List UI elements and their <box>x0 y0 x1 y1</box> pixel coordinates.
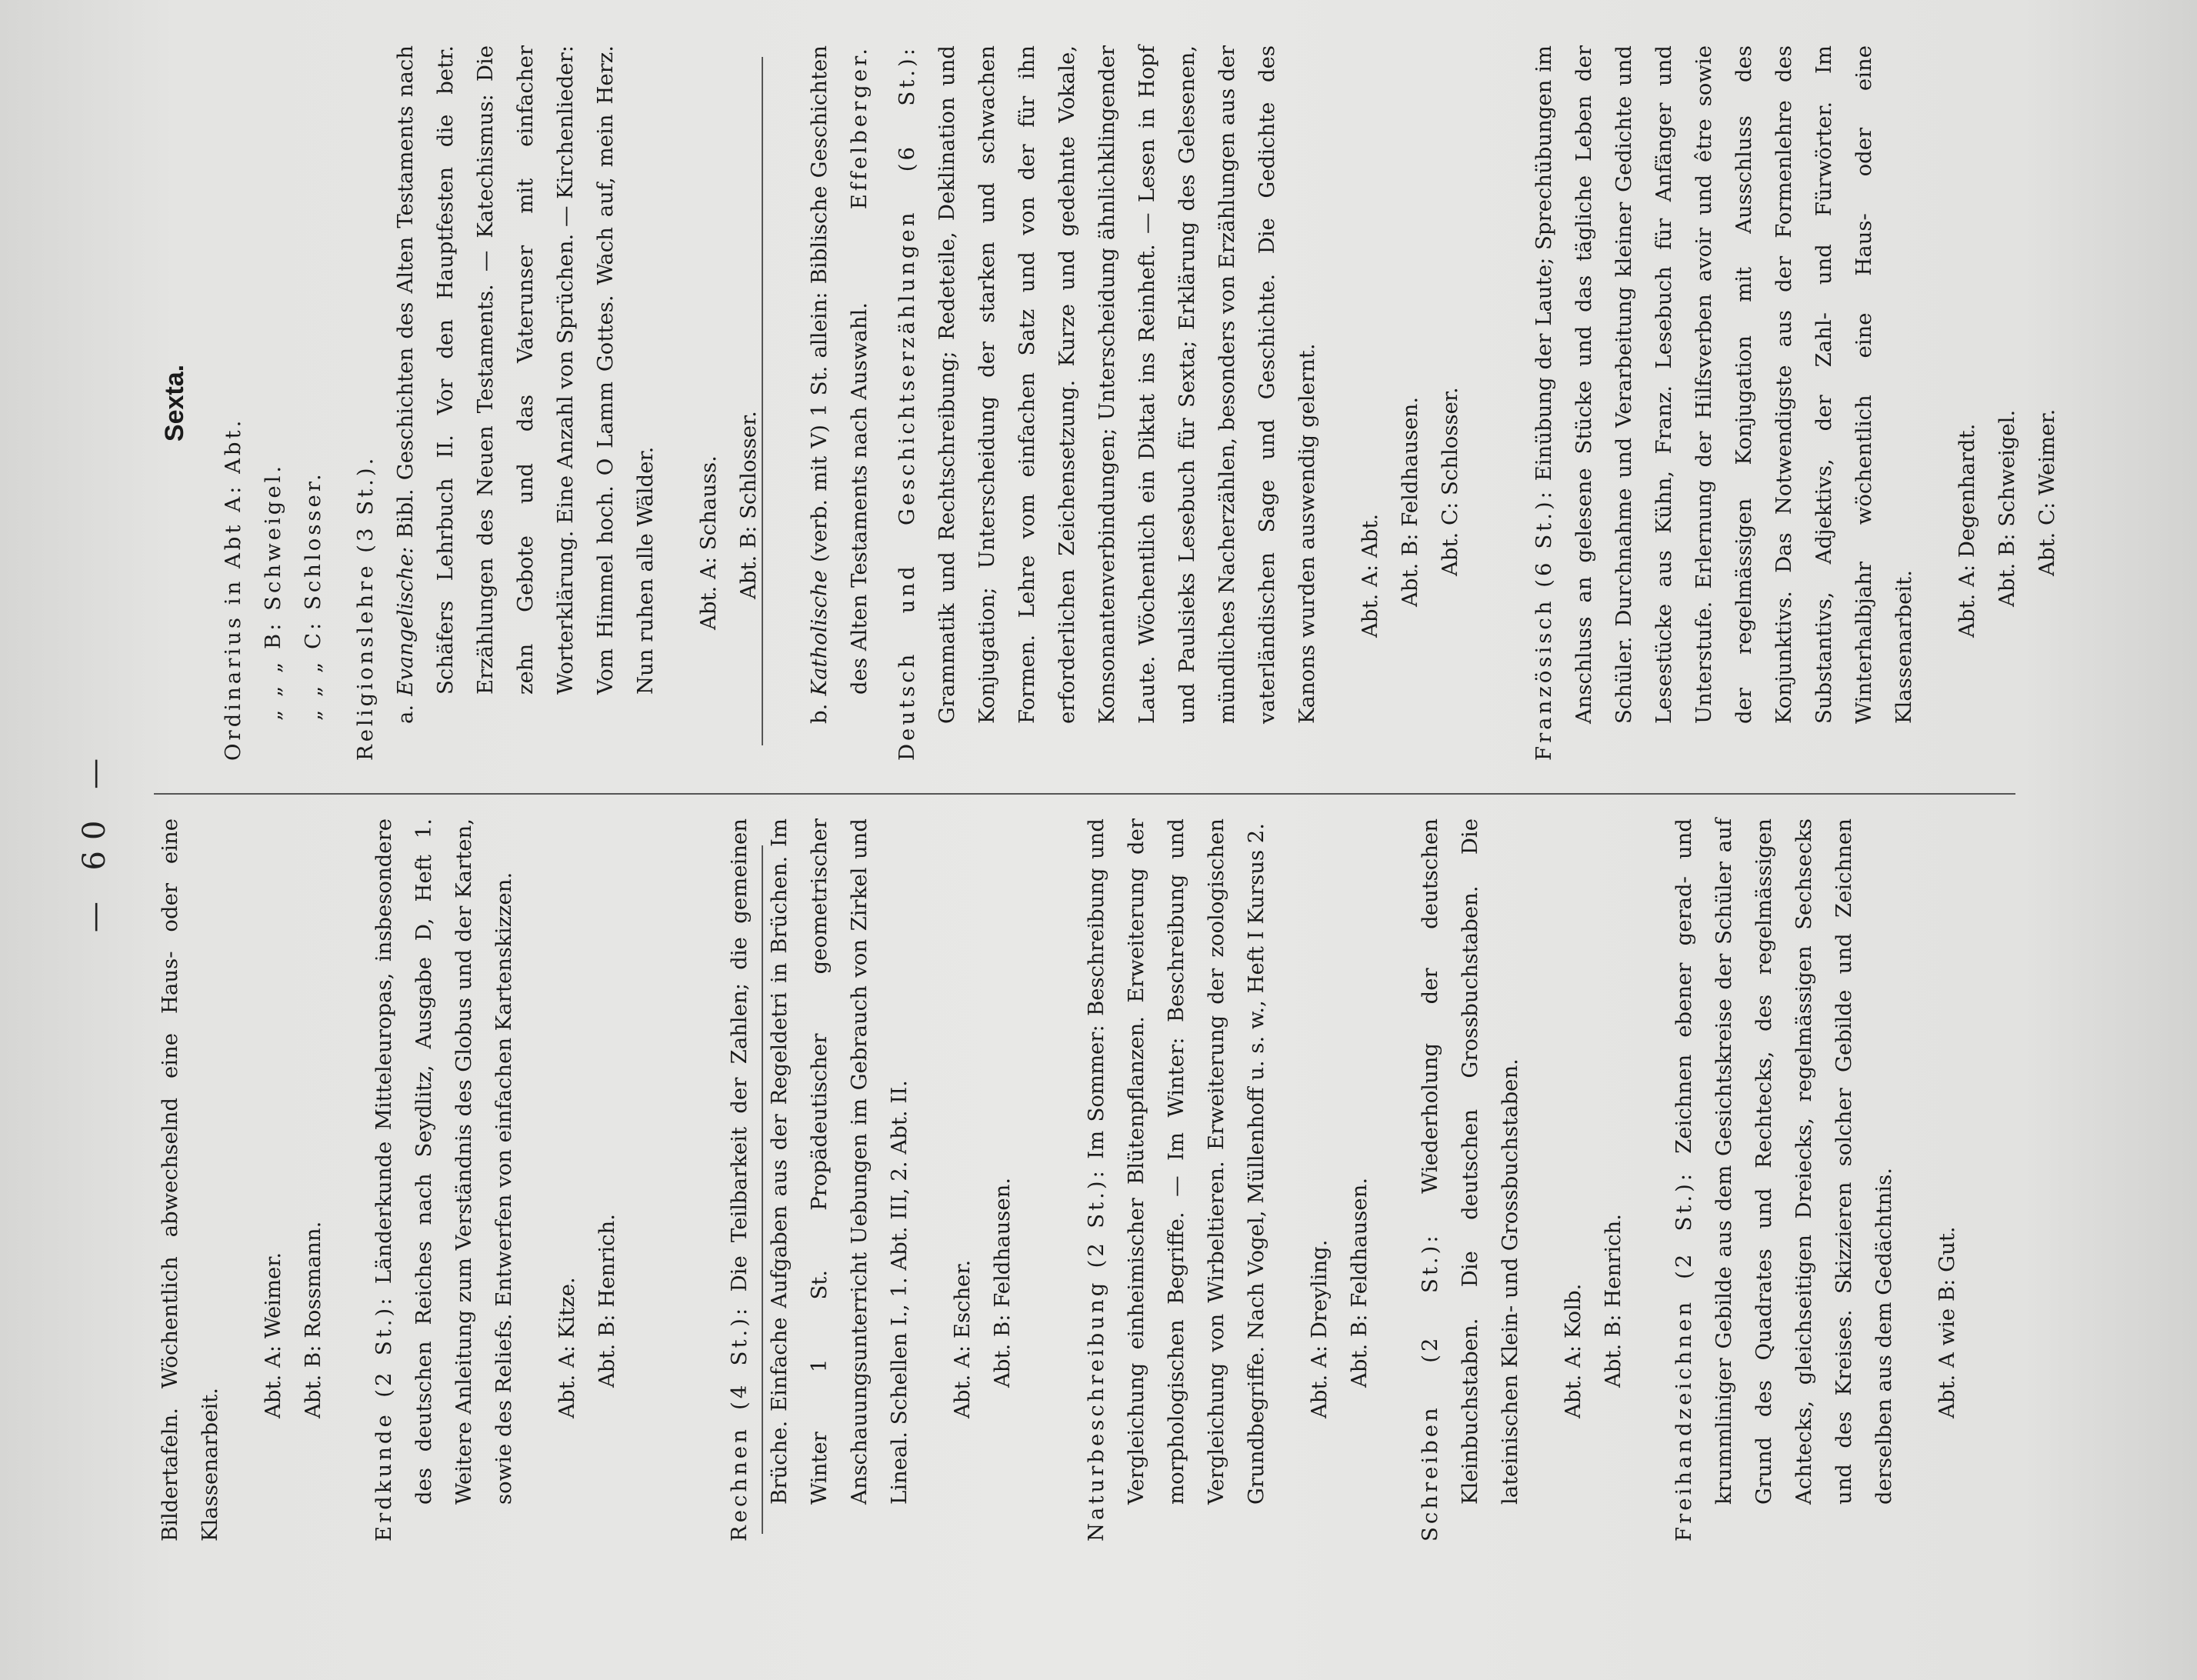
column-divider <box>154 793 2015 795</box>
section-naturbeschreibung <box>1076 818 1379 1542</box>
section-teachers <box>1299 818 1379 1542</box>
page-number: — 60 — <box>77 747 112 933</box>
section-title: Rechnen (4 St.): <box>727 1305 752 1542</box>
section-text: Wiederholung der deutschen Kleinbuchstaben. Die deutschen Grossbuchstaben. Die lateinischen Klein- und Grossbuchstaben. <box>1418 818 1522 1505</box>
teacher-line: Abt. A: Weimer. <box>261 1252 285 1418</box>
section-teachers <box>1927 818 1967 1542</box>
teacher-line: Abt. A: Degenhardt. <box>1955 423 1979 638</box>
section-text: Zeichnen ebener gerad- und krummliniger Gebilde aus dem Gesichtskreise der Schüler auf Grund des Quadrates und Rechtecks, des regelmässigen Achtecks, gleichseitigen Dreiecks, regelmässigen Sechsecks und des Kreises. Skizzieren solcher Gebilde und Zeichnen derselben aus dem Gedächtnis. <box>1672 818 1896 1505</box>
section-franzoesisch <box>1524 45 2067 761</box>
section-text: Einübung der Laute; Sprechübungen im Anschluss an gelesene Stücke und das tägliche Leben der Schüler. Durchnahme und Verarbeitung kleiner Gedichte und Lesestücke aus Kühn, Franz. Lesebuch für Anfänger und Unterstufe. Erlernung der Hilfsverben avoir und être sowie der regelmässigen Konjugation mit Ausschluss des Konjunktivs. Das Notwendigste aus der Formenlehre des Substantivs, Adjektivs, der Zahl- und Fürwörter. Im Winterhalbjahr wöchentlich eine Haus- oder eine Klassenarbeit. <box>1532 45 1916 724</box>
teacher-line: Abt. B: Rossmann. <box>301 1221 325 1418</box>
section-text: Grammatik und Rechtschreibung; Redeteile, Deklination und Konjugation; Unterscheidung der starken und schwachen Formen. Lehre vom einfachen Satz und von der für ihn erforderlichen Zeichensetzung. Kurze und gedehnte Vokale, Konsonantenverbindungen; Unterscheidung ähnlichklingender Laute. Wöchentlich ein Diktat ins Reinheft. — Lesen in Hopf und Paulsieks Lesebuch für Sexta; Erklärung des Gelesenen, mündliches Nacherzählen, besonders von Erzählungen aus der vaterländischen Sage und Geschichte. Die Gedichte des Kanons wurden auswendig gelernt. <box>935 45 1319 724</box>
subsection-title: Evangelische: <box>393 546 418 696</box>
teacher-line: Abt. A: Dreyling. <box>1307 1239 1332 1418</box>
section-rechnen <box>719 818 1022 1542</box>
teacher-line: Abt. B: Schlosser. <box>736 411 761 599</box>
section-teachers <box>1350 45 1470 761</box>
section-erdkunde <box>364 818 627 1542</box>
section-schreiben <box>1410 818 1633 1542</box>
subsection-text: 1 St. allein: Biblische Geschichten des Alten Testaments nach Auswahl. <box>807 45 872 695</box>
section-deutsch <box>887 45 1470 761</box>
teacher-line: Abt. A: Abt. <box>1358 513 1382 638</box>
teacher-line: Abt. B: Henrich. <box>1601 1214 1625 1388</box>
teacher-line: Abt. A: Kitze. <box>555 1277 579 1418</box>
section-teachers <box>1553 818 1633 1542</box>
teacher-line: Abt. C: Weimer. <box>2035 408 2059 576</box>
subsection-text: Bibl. Geschichten des Alten Testaments nach Schäfers Lehrbuch II. Vor den Hauptfesten die betr. Erzählungen des Neuen Testaments. — Katechismus: Die zehn Gebote und das Vaterunser mit einfacher Worterklärung. Eine Anzahl von Sprüchen. — Kirchenlieder: Vom Himmel hoch. O Lamm Gottes. Wach auf, mein Herz. Nun ruhen alle Wälder. <box>393 45 658 695</box>
section-teachers <box>1947 45 2067 761</box>
teacher-line: Abt. B: Feldhausen. <box>1347 1177 1372 1388</box>
section-text: Länderkunde Mitteleuropas, insbesondere des deutschen Reiches nach Seydlitz, Ausgabe D, Heft 1. Weitere Anleitung zum Verständnis des Globus und der Karten, sowie des Reliefs. Entwerfen von einfachen Kartenskizzen. <box>372 818 516 1505</box>
ordinarius-line: „ „ „ C: Schlosser. <box>301 471 325 721</box>
subsection-note: (verb. mit V) <box>807 425 832 562</box>
ordinarius-list <box>213 45 333 761</box>
section-title: Naturbeschreibung (2 St.): <box>1084 1168 1109 1542</box>
section-teachers <box>942 818 1022 1542</box>
section-freihandzeichnen <box>1664 818 1967 1542</box>
section-title: Deutsch und Geschichtserzählungen (6 St.): <box>895 45 919 761</box>
section-title: Französisch (6 St.): <box>1532 488 1556 761</box>
subsection-title: Katholische <box>807 570 832 696</box>
teacher-line: Abt. A: Escher. <box>950 1259 975 1418</box>
teacher-line: Abt. B: Schweigel. <box>1995 409 2019 607</box>
section-teachers <box>547 818 627 1542</box>
teacher-line: Abt. A: Schauss. <box>696 455 721 630</box>
ordinarius-line: „ „ „ B: Schweigel. <box>261 462 285 721</box>
teacher-line: Abt. B: Feldhausen. <box>1398 396 1422 607</box>
ordinarius-line: Ordinarius in Abt A: Abt. <box>221 417 245 761</box>
left-column <box>150 818 1967 1542</box>
teacher-line: Abt. A: Kolb. <box>1561 1283 1585 1418</box>
teacher-line: Abt. B: Henrich. <box>595 1214 619 1388</box>
intro-text: Bildertafeln. Wöchentlich abwechselnd eine Haus- oder eine Klassenarbeit. <box>158 818 222 1542</box>
intro-teachers <box>253 818 333 1542</box>
section-text: Die Teilbarkeit der Zahlen; die gemeinen Brüche. Einfache Aufgaben aus der Regeldetri in Brüchen. Im Winter 1 St. Propädeutischer geometrischer Anschauungsunterricht Uebungen im Gebrauch von Zirkel und Lineal. Schellen I., 1. Abt. III, 2. Abt. II. <box>727 818 912 1505</box>
section-title: Erdkunde (2 St.): <box>372 1295 396 1542</box>
section-title: Religionslehre (3 St.). <box>353 455 378 761</box>
teacher-line: Abt. A wie B: Gut. <box>1935 1226 1959 1418</box>
teacher-line: Effelberger. <box>847 45 872 210</box>
section-title: Schreiben (2 St.): <box>1418 1232 1442 1542</box>
section-title: Freihandzeichnen (2 St.): <box>1672 1170 1696 1542</box>
teacher-line: Abt. B: Feldhausen. <box>990 1177 1015 1388</box>
teacher-line: Abt. C: Schlosser. <box>1438 387 1462 576</box>
section-religionslehre <box>345 45 879 761</box>
class-heading: Sexta. <box>160 364 189 442</box>
list-marker: a. <box>393 704 418 724</box>
right-column <box>150 45 2067 761</box>
list-marker: b. <box>807 703 832 724</box>
subsection-teachers <box>688 45 768 724</box>
section-text: Im Sommer: Beschreibung und Vergleichung einheimischer Blütenpflanzen. Erweiterung der morphologischen Begriffe. — Im Winter: Beschreibung und Vergleichung von Wirbeltieren. Erweiterung der zoologischen Grundbegriffe. Nach Vogel, Müllenhoff u. s. w., Heft I Kursus 2. <box>1084 818 1269 1505</box>
